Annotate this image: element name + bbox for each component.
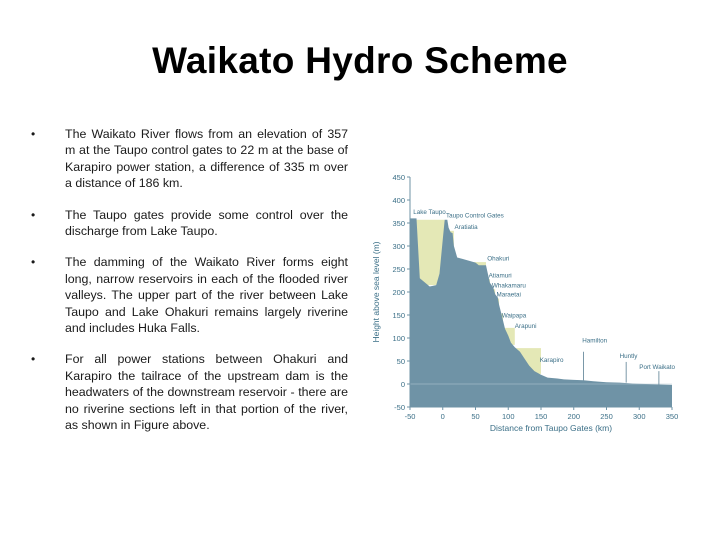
station-label: Arapuni bbox=[514, 322, 537, 330]
bullet-text: The Waikato River flows from an elevation of 357 m at the Taupo control gates to 22 m at the base of Karapiro power station, a difference of 335 m over a distance of 186 km. bbox=[65, 127, 348, 191]
station-label: Maraetai bbox=[496, 291, 521, 299]
x-tick-label: 250 bbox=[600, 412, 613, 421]
x-axis-label: Distance from Taupo Gates (km) bbox=[489, 423, 613, 433]
bullet-list bbox=[28, 126, 348, 449]
station-label: Aratiatia bbox=[454, 223, 478, 231]
slide-title: Waikato Hydro Scheme bbox=[152, 40, 568, 81]
y-tick-label: 300 bbox=[392, 242, 405, 251]
station-label: Waipapa bbox=[501, 312, 527, 320]
y-tick-label: -50 bbox=[394, 403, 405, 412]
station-label: Lake Taupo bbox=[413, 208, 446, 216]
bullet-item bbox=[28, 351, 348, 433]
x-tick-label: 100 bbox=[501, 412, 515, 421]
y-axis-label: Height above sea level (m) bbox=[371, 241, 381, 343]
bullet-text: The Taupo gates provide some control over the discharge from Lake Taupo. bbox=[65, 207, 348, 239]
x-tick-label: 200 bbox=[567, 412, 581, 421]
chart-svg bbox=[365, 165, 690, 440]
y-tick-label: 0 bbox=[400, 380, 405, 389]
y-tick-label: 150 bbox=[392, 311, 405, 320]
terrain-profile bbox=[410, 218, 672, 407]
bullet-item bbox=[28, 126, 348, 192]
station-label: Karapiro bbox=[539, 356, 564, 364]
x-tick-label: 0 bbox=[440, 412, 445, 421]
y-tick-label: 50 bbox=[396, 357, 405, 366]
station-label: Ohakuri bbox=[487, 255, 510, 263]
bullet-text: The damming of the Waikato River forms eight long, narrow reservoirs in each of the flooded river valleys. The upper part of the river between Lake Taupo and Lake Ohakuri remains largely riverine and includes Huka Falls. bbox=[65, 255, 348, 336]
station-label: Hamilton bbox=[582, 337, 608, 345]
y-tick-label: 450 bbox=[392, 173, 405, 182]
river-profile-chart bbox=[365, 165, 690, 440]
y-tick-label: 200 bbox=[392, 288, 405, 297]
station-label: Whakamaru bbox=[491, 282, 526, 290]
station-label: Taupo Control Gates bbox=[446, 212, 504, 220]
bullet-text: For all power stations between Ohakuri and Karapiro the tailrace of the upstream dam is the headwaters of the downstream reservoir - there are no riverine sections left in that portion of the river, as shown in Figure above. bbox=[65, 352, 348, 433]
bullet-item bbox=[28, 207, 348, 240]
x-tick-label: -50 bbox=[404, 412, 416, 421]
station-label: Atiamuri bbox=[488, 272, 512, 280]
bullet-item bbox=[28, 254, 348, 336]
station-label: Huntly bbox=[619, 352, 638, 360]
bullet-icon: • bbox=[31, 127, 36, 141]
y-tick-label: 400 bbox=[392, 196, 405, 205]
x-tick-label: 300 bbox=[632, 412, 646, 421]
y-tick-label: 100 bbox=[392, 334, 405, 343]
y-tick-label: 250 bbox=[392, 265, 405, 274]
x-tick-label: 350 bbox=[665, 412, 679, 421]
bullet-icon: • bbox=[31, 352, 36, 367]
y-tick-label: 350 bbox=[392, 219, 405, 228]
x-tick-label: 50 bbox=[471, 412, 480, 421]
x-tick-label: 150 bbox=[534, 412, 548, 421]
station-label: Port Waikato bbox=[639, 363, 676, 371]
bullet-icon: • bbox=[31, 207, 36, 222]
bullet-icon: • bbox=[31, 255, 36, 270]
